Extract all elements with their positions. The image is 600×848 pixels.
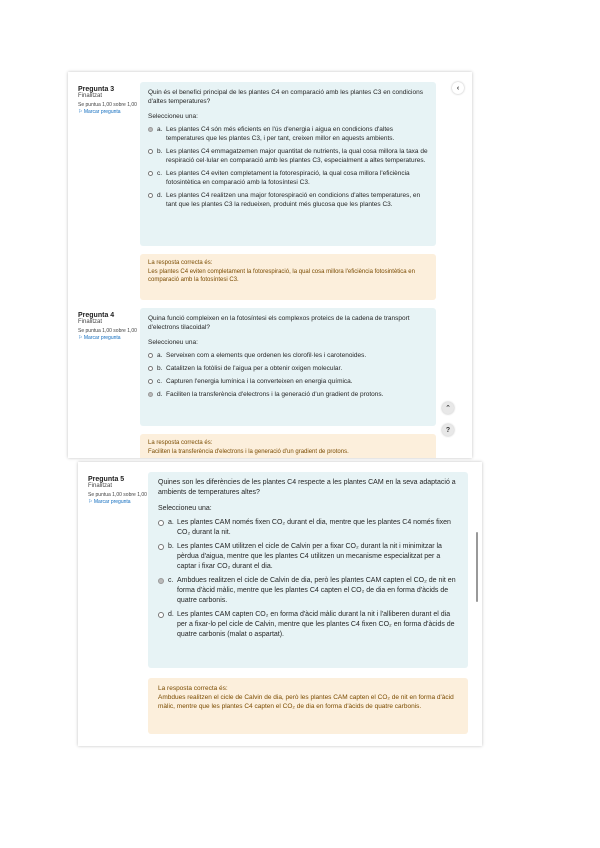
feedback-box-3 bbox=[140, 254, 436, 300]
feedback-title: La resposta correcta és: bbox=[158, 685, 228, 692]
answer-option-d[interactable]: d. Les plantes CAM capten CO₂ en forma d'àcid màlic durant la nit i l'alliberen durant el dia per a fixar-lo pel cicle de Calvin, mentre que les plantes C4 fixen CO₂ en forma d'àcids de quatre carbonis (malat o aspartat). bbox=[158, 610, 458, 640]
answer-option-b[interactable]: b. Les plantes CAM utilitzen el cicle de Calvin per a fixar CO₂ durant la nit i minimitzar la pèrdua d'aigua, mentre que les plantes C4 utilitzen un mecanisme especialitzat per a captar i fixar CO₂ durant el dia. bbox=[158, 542, 458, 572]
feedback-box-4 bbox=[140, 434, 436, 458]
scrollbar-thumb[interactable] bbox=[476, 532, 478, 602]
select-prompt: Seleccioneu una: bbox=[148, 339, 198, 346]
feedback-text: Les plantes C4 eviten completament la fotorespiració, la qual cosa millora l'eficiència fotosintètica en comparació amb la fotosíntesi C3. bbox=[148, 268, 415, 283]
question-info-3 bbox=[78, 86, 138, 116]
feedback-text: Ambdues realitzen el cicle de Calvin de dia, però les plantes CAM capten el CO₂ de nit en forma d'àcid màlic, mentre que les plantes C4 capten el CO₂ de dia en forma d'àcids de quatre carbonis. bbox=[158, 694, 454, 710]
radio-button[interactable] bbox=[158, 544, 164, 550]
answer-option-c[interactable]: c. Ambdues realitzen el cicle de Calvin de dia, però les plantes CAM capten el CO₂ de nit en forma d'àcid màlic, mentre que les plantes C4 capten el CO₂ de dia en forma d'àcids de quatre carbonis. bbox=[158, 576, 458, 606]
radio-button[interactable] bbox=[148, 149, 153, 154]
collapse-drawer-button[interactable] bbox=[452, 82, 464, 94]
question-state: Finalitzat bbox=[78, 93, 103, 99]
radio-button[interactable] bbox=[158, 520, 164, 526]
question-state: Finalitzat bbox=[78, 319, 103, 325]
question-box-4 bbox=[140, 308, 436, 426]
question-info-4 bbox=[78, 312, 138, 342]
question-number: Pregunta 4 bbox=[78, 312, 115, 319]
help-button[interactable] bbox=[442, 424, 454, 436]
answer-option-b[interactable]: b. Catalitzen la fotòlisi de l'aigua per a obtenir oxigen molecular. bbox=[148, 364, 428, 373]
question-info-5 bbox=[88, 476, 152, 506]
chevron-left-icon: ‹ bbox=[456, 84, 460, 92]
answer-option-d[interactable]: d. Les plantes C4 realitzen una major fotorespiració en condicions d'altes temperatures, en tant que les plantes C3 la redueixen, produint més glucosa que les plantes C3. bbox=[148, 191, 428, 209]
flag-question-link[interactable]: ⚐ Marcar pregunta bbox=[78, 335, 121, 341]
answer-option-b[interactable]: b. Les plantes C4 emmagatzemen major quantitat de nutrients, la qual cosa millora la taxa de respiració cel·lular en comparació amb les plantes C3, especialment a altes temperatures. bbox=[148, 147, 428, 165]
question-number: Pregunta 5 bbox=[88, 476, 125, 483]
question-score: Se puntua 1,00 sobre 1,00 bbox=[78, 102, 137, 108]
radio-button[interactable] bbox=[148, 379, 153, 384]
radio-button[interactable] bbox=[148, 392, 153, 397]
feedback-title: La resposta correcta és: bbox=[148, 440, 213, 446]
quiz-screenshot-1 bbox=[68, 72, 472, 458]
question-text: Quina funció compleixen en la fotosíntesi els complexos proteics de la cadena de transport d'electrons tilacoidal? bbox=[148, 315, 410, 331]
answer-option-a[interactable]: a. Serveixen com a elements que ordenen les clorofil·les i carotenoides. bbox=[148, 351, 428, 360]
select-prompt: Seleccioneu una: bbox=[158, 505, 212, 512]
select-prompt: Seleccioneu una: bbox=[148, 113, 198, 120]
question-state: Finalitzat bbox=[88, 483, 113, 489]
radio-button[interactable] bbox=[158, 612, 164, 618]
answer-option-d[interactable]: d. Faciliten la transferència d'electrons i la generació d'un gradient de protons. bbox=[148, 390, 428, 399]
chevron-up-icon: ⌃ bbox=[445, 405, 451, 412]
question-box-3 bbox=[140, 82, 436, 246]
feedback-text: Faciliten la transferència d'electrons i la generació d'un gradient de protons. bbox=[148, 448, 349, 455]
answer-option-a[interactable]: a. Les plantes C4 són més eficients en l'ús d'energia i aigua en condicions d'altes temperatures que les plantes C3, i per tant, creixen millor en aquests ambients. bbox=[148, 125, 428, 143]
feedback-title: La resposta correcta és: bbox=[148, 260, 213, 266]
back-to-top-button[interactable] bbox=[442, 402, 454, 414]
radio-button[interactable] bbox=[158, 578, 164, 584]
feedback-box-5 bbox=[148, 678, 468, 734]
answer-option-c[interactable]: c. Les plantes C4 eviten completament la fotorespiració, la qual cosa millora l'eficiència fotosintètica en comparació amb la fotosíntesi C3. bbox=[148, 169, 428, 187]
flag-question-link[interactable]: ⚐ Marcar pregunta bbox=[88, 499, 131, 505]
radio-button[interactable] bbox=[148, 366, 153, 371]
question-number: Pregunta 3 bbox=[78, 86, 115, 93]
question-box-5 bbox=[148, 472, 468, 668]
help-icon: ? bbox=[445, 426, 451, 434]
answer-option-c[interactable]: c. Capturen l'energia lumínica i la converteixen en energia química. bbox=[148, 377, 428, 386]
radio-button[interactable] bbox=[148, 127, 153, 132]
quiz-screenshot-2 bbox=[78, 462, 482, 746]
question-score: Se puntua 1,00 sobre 1,00 bbox=[78, 328, 137, 334]
answer-option-a[interactable]: a. Les plantes CAM només fixen CO₂ durant el dia, mentre que les plantes C4 només fixen CO₂ durant la nit. bbox=[158, 518, 458, 538]
radio-button[interactable] bbox=[148, 353, 153, 358]
radio-button[interactable] bbox=[148, 171, 153, 176]
question-text: Quin és el benefici principal de les plantes C4 en comparació amb les plantes C3 en condicions d'altes temperatures? bbox=[148, 89, 423, 105]
flag-question-link[interactable]: ⚐ Marcar pregunta bbox=[78, 109, 121, 115]
question-score: Se puntua 1,00 sobre 1,00 bbox=[88, 492, 147, 498]
question-text: Quines son les diferències de les plantes C4 respecte a les plantes CAM en la seva adaptació a ambients de temperatures altes? bbox=[158, 479, 456, 496]
radio-button[interactable] bbox=[148, 193, 153, 198]
